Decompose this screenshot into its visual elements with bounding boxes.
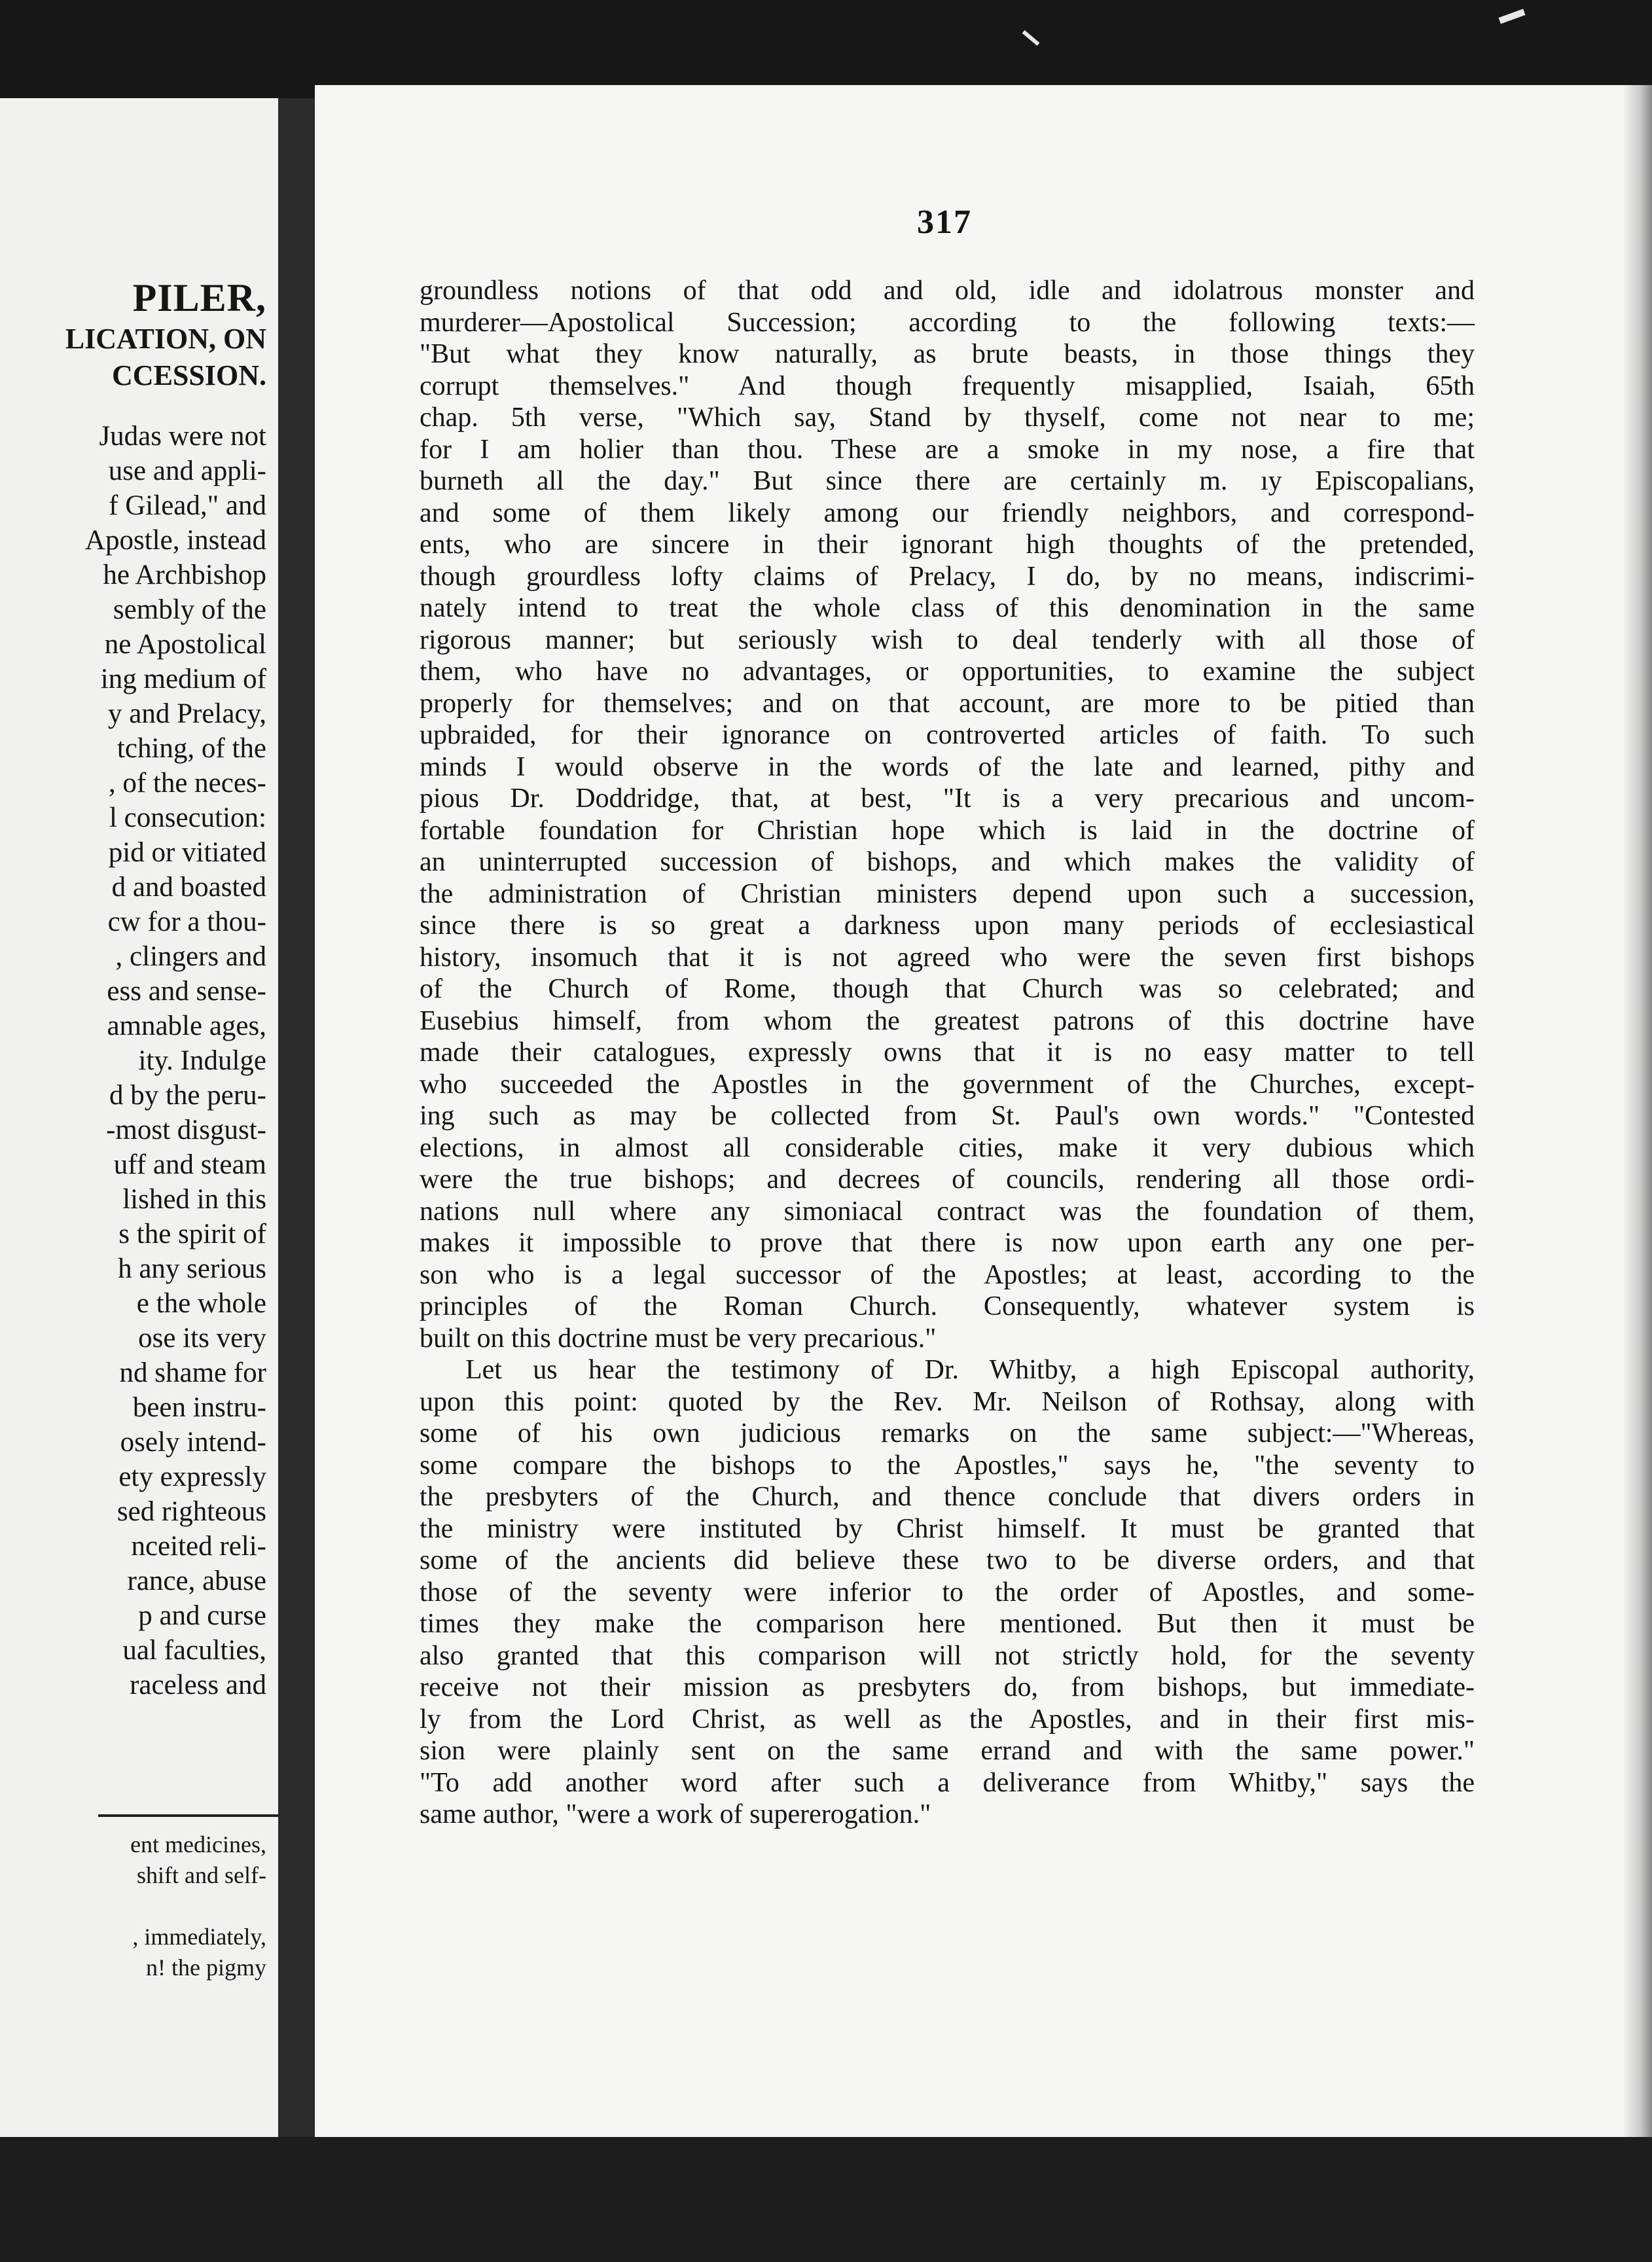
page-edge-shadow xyxy=(1623,85,1652,2140)
text-line: the administration of Christian ministers depend upon such a succession, xyxy=(420,878,1475,909)
text-line: made their catalogues, expressly owns that it is no easy matter to tell xyxy=(420,1037,1475,1068)
left-page-line: use and appli- xyxy=(108,456,266,486)
left-page-line: osely intend- xyxy=(120,1427,266,1458)
text-line: of the Church of Rome, though that Church was so celebrated; and xyxy=(420,974,1475,1004)
left-page-line: , clingers and xyxy=(115,941,266,972)
footnote-rule xyxy=(98,1814,278,1817)
left-page-line: y and Prelacy, xyxy=(108,698,266,729)
left-page-footnote-line: n! the pigmy xyxy=(146,1954,266,1981)
left-page-line: d by the peru- xyxy=(109,1080,266,1111)
left-page-line: p and curse xyxy=(138,1600,266,1631)
book-gutter xyxy=(281,98,315,2137)
text-line: and some of them likely among our friendly neighbors, and correspond- xyxy=(420,497,1475,528)
page-body-text xyxy=(420,275,1475,1831)
left-page-line: nceited reli- xyxy=(131,1531,266,1562)
left-page-footnote-line xyxy=(130,1891,266,1922)
left-page-line: ual faculties, xyxy=(122,1635,266,1666)
left-page-line: Apostle, instead xyxy=(84,525,266,556)
text-line: upbraided, for their ignorance on controverted articles of faith. To such xyxy=(420,720,1475,750)
text-line: pious Dr. Doddridge, that, at best, "It is a very precarious and uncom- xyxy=(420,783,1475,814)
left-page-line: ing medium of xyxy=(100,664,266,694)
text-line: were the true bishops; and decrees of councils, rendering all those ordi- xyxy=(420,1164,1475,1194)
left-page-line: e the whole xyxy=(136,1288,266,1319)
text-line: elections, in almost all considerable cities, make it very dubious which xyxy=(420,1132,1475,1163)
text-line: receive not their mission as presbyters do, from bishops, but immediate- xyxy=(420,1672,1475,1702)
text-line: nately intend to treat the whole class of this denomination in the same xyxy=(420,593,1475,623)
left-page-line: been instru- xyxy=(132,1392,266,1423)
book-page-317 xyxy=(315,85,1652,2140)
left-page-text xyxy=(85,419,266,1702)
text-line: same author, "were a work of supererogation." xyxy=(420,1799,931,1829)
left-page-fragment xyxy=(0,98,281,2137)
text-line: makes it impossible to prove that there is now upon earth any one per- xyxy=(420,1228,1475,1258)
text-line: an uninterrupted succession of bishops, and which makes the validity of xyxy=(420,847,1475,877)
text-line: the ministry were instituted by Christ himself. It must be granted that xyxy=(420,1513,1475,1544)
text-line: Eusebius himself, from whom the greatest patrons of this doctrine have xyxy=(420,1005,1475,1036)
text-line: chap. 5th verse, "Which say, Stand by thyself, come not near to me; xyxy=(420,403,1475,433)
left-page-line: -most disgust- xyxy=(106,1115,266,1145)
left-page-line: ess and sense- xyxy=(107,976,266,1007)
left-page-heading: PILER, xyxy=(132,276,266,319)
left-page-subheading: CCESSION. xyxy=(112,359,266,391)
text-line: "But what they know naturally, as brute beasts, in those things they xyxy=(420,339,1475,369)
text-line: ents, who are sincere in their ignorant high thoughts of the pretended, xyxy=(420,530,1475,560)
left-page-line: l consecution: xyxy=(109,802,266,833)
left-page-line: ne Apostolical xyxy=(104,629,266,660)
text-line: since there is so great a darkness upon many periods of ecclesiastical xyxy=(420,910,1475,941)
left-page-line: lished in this xyxy=(122,1184,266,1215)
text-line: son who is a legal successor of the Apostles; at least, according to the xyxy=(420,1259,1475,1290)
left-page-line: d and boasted xyxy=(111,872,266,903)
text-line: some of the ancients did believe these two to be diverse orders, and that xyxy=(420,1545,1475,1575)
left-page-line: Judas were not xyxy=(99,421,266,452)
text-line: times they make the comparison here mentioned. But then it must be xyxy=(420,1609,1475,1639)
text-line: burneth all the day." But since there are certainly m. ıy Episcopalians, xyxy=(420,466,1475,496)
left-page-line: uff and steam xyxy=(113,1149,266,1180)
text-line: sion were plainly sent on the same errand and with the same power." xyxy=(420,1736,1475,1766)
left-page-line: ity. Indulge xyxy=(138,1045,266,1076)
text-line: properly for themselves; and on that account, are more to be pitied than xyxy=(420,688,1475,719)
text-line: the presbyters of the Church, and thence conclude that divers orders in xyxy=(420,1482,1475,1512)
text-line: groundless notions of that odd and old, idle and idolatrous monster and xyxy=(420,276,1475,306)
left-page-line: sed righteous xyxy=(117,1496,266,1527)
text-line: ing such as may be collected from St. Paul's own words." "Contested xyxy=(420,1101,1475,1131)
left-page-line: ose its very xyxy=(138,1323,266,1354)
text-line: history, insomuch that it is not agreed who were the seven first bishops xyxy=(420,942,1475,973)
text-line: ly from the Lord Christ, as well as the Apostles, and in their first mis- xyxy=(420,1704,1475,1734)
text-line: "To add another word after such a deliverance from Whitby," says the xyxy=(420,1767,1475,1798)
text-line: also granted that this comparison will not strictly hold, for the seventy xyxy=(420,1640,1475,1671)
left-page-line: ety expressly xyxy=(118,1462,266,1492)
text-line: nations null where any simoniacal contract was the foundation of them, xyxy=(420,1196,1475,1227)
left-page-line: cw for a thou- xyxy=(107,907,266,937)
page-number: 317 xyxy=(917,204,972,241)
left-page-line: sembly of the xyxy=(113,594,266,625)
text-line: them, who have no advantages, or opportunities, to examine the subject xyxy=(420,656,1475,687)
text-line: some compare the bishops to the Apostles," says he, "the seventy to xyxy=(420,1450,1475,1481)
left-page-line: pid or vitiated xyxy=(108,837,266,868)
left-page-line: raceless and xyxy=(130,1670,266,1700)
left-page-line: s the spirit of xyxy=(118,1219,266,1249)
text-line: upon this point: quoted by the Rev. Mr. Neilson of Rothsay, along with xyxy=(420,1386,1475,1417)
left-page-footnotes xyxy=(130,1829,266,1983)
text-line: fortable foundation for Christian hope which is laid in the doctrine of xyxy=(420,815,1475,846)
text-line: minds I would observe in the words of the late and learned, pithy and xyxy=(420,751,1475,782)
left-page-line: h any serious xyxy=(118,1253,266,1284)
text-line: who succeeded the Apostles in the government of the Churches, except- xyxy=(420,1069,1475,1100)
text-line: rigorous manner; but seriously wish to deal tenderly with all those of xyxy=(420,624,1475,655)
left-page-line: he Archbishop xyxy=(103,560,266,590)
left-page-line: , of the neces- xyxy=(108,768,266,799)
left-page-footnote-line: ent medicines, xyxy=(130,1831,266,1858)
left-page-line: rance, abuse xyxy=(127,1566,266,1596)
left-page-subheading: LICATION, ON xyxy=(65,323,266,355)
text-line: built on this doctrine must be very precarious." xyxy=(420,1323,937,1354)
left-page-line: nd shame for xyxy=(119,1357,266,1388)
text-line: corrupt themselves." And though frequently misapplied, Isaiah, 65th xyxy=(420,370,1475,401)
text-line: for I am holier than thou. These are a smoke in my nose, a fire that xyxy=(420,434,1475,465)
left-page-footnote-line: , immediately, xyxy=(132,1924,266,1950)
left-page-footnote-line: shift and self- xyxy=(137,1862,266,1888)
text-line: murderer—Apostolical Succession; according to the following texts:— xyxy=(420,307,1475,338)
scan-background-bottom xyxy=(0,2137,1652,2262)
scan-background-top xyxy=(0,0,1652,98)
left-page-header xyxy=(65,275,266,394)
text-line: though grourdless lofty claims of Prelacy, I do, by no means, indiscrimi- xyxy=(420,561,1475,592)
text-line: principles of the Roman Church. Consequently, whatever system is xyxy=(420,1291,1475,1321)
left-page-line: f Gilead," and xyxy=(109,490,266,521)
text-line: some of his own judicious remarks on the same subject:—"Whereas, xyxy=(420,1418,1475,1448)
text-line: those of the seventy were inferior to the order of Apostles, and some- xyxy=(420,1577,1475,1607)
left-page-line: amnable ages, xyxy=(107,1011,266,1041)
left-page-line: tching, of the xyxy=(117,733,266,764)
text-line: Let us hear the testimony of Dr. Whitby, a high Episcopal authority, xyxy=(465,1355,1475,1385)
